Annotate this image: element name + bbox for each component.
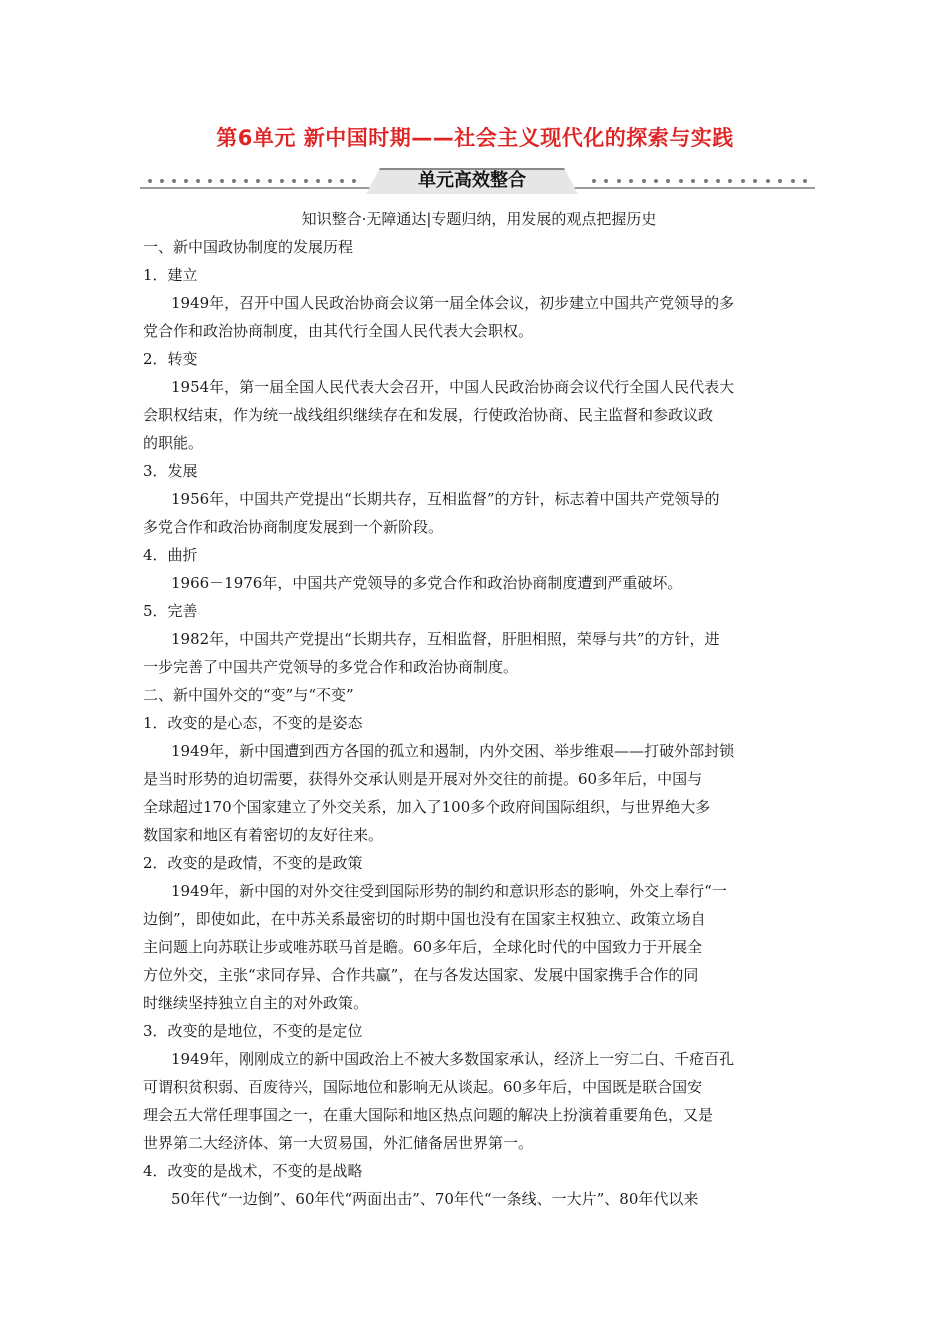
- item-label: 1．改变的是心态，不变的是姿态: [143, 714, 363, 732]
- item-label: 2．转变: [143, 350, 198, 368]
- item-label: 5．完善: [143, 602, 198, 620]
- section-heading: 一、新中国政协制度的发展历程: [143, 238, 354, 256]
- item-label: 4．改变的是战术，不变的是战略: [143, 1162, 363, 1180]
- item-label: 4．曲折: [143, 546, 198, 564]
- banner-dots-left: [148, 177, 356, 185]
- banner-label: 单元高效整合: [418, 170, 526, 191]
- paragraph-line: 的职能。: [143, 434, 204, 452]
- paragraph-line: 1966－1976年，中国共产党领导的多党合作和政治协商制度遭到严重破坏。: [171, 574, 683, 592]
- paragraph-line: 世界第二大经济体、第一大贸易国，外汇储备居世界第一。: [143, 1134, 534, 1152]
- paragraph-line: 全球超过170个国家建立了外交关系，加入了100多个政府间国际组织，与世界绝大多: [143, 798, 711, 816]
- paragraph-line: 主问题上向苏联让步或唯苏联马首是瞻。60多年后，全球化时代的中国致力于开展全: [143, 938, 703, 956]
- section-banner: [140, 168, 815, 196]
- paragraph-line: 50年代“一边倒”、60年代“两面出击”、70年代“一条线、一大片”、80年代以来: [171, 1190, 699, 1208]
- paragraph-line: 数国家和地区有着密切的友好往来。: [143, 826, 384, 844]
- paragraph-line: 理会五大常任理事国之一，在重大国际和地区热点问题的解决上扮演着重要角色，又是: [143, 1106, 714, 1124]
- paragraph-line: 一步完善了中国共产党领导的多党合作和政治协商制度。: [143, 658, 519, 676]
- banner-dots-right: [592, 177, 807, 185]
- subheading: 知识整合·无障通达|专题归纳，用发展的观点把握历史: [301, 210, 657, 228]
- item-label: 3．发展: [143, 462, 198, 480]
- document-body: [143, 205, 815, 1213]
- paragraph-line: 1982年，中国共产党提出“长期共存，互相监督，肝胆相照，荣辱与共”的方针，进: [171, 630, 720, 648]
- paragraph-line: 党合作和政治协商制度，由其代行全国人民代表大会职权。: [143, 322, 534, 340]
- paragraph-line: 边倒”，即使如此，在中苏关系最密切的时期中国也没有在国家主权独立、政策立场自: [143, 910, 706, 928]
- item-label: 2．改变的是政情，不变的是政策: [143, 854, 363, 872]
- paragraph-line: 1949年，新中国的对外交往受到国际形势的制约和意识形态的影响，外交上奉行“一: [171, 882, 727, 900]
- paragraph-line: 是当时形势的迫切需要，获得外交承认则是开展对外交往的前提。60多年后，中国与: [143, 770, 703, 788]
- paragraph-line: 方位外交，主张“求同存异、合作共赢”，在与各发达国家、发展中国家携手合作的同: [143, 966, 699, 984]
- paragraph-line: 时继续坚持独立自主的对外政策。: [143, 994, 369, 1012]
- item-label: 1．建立: [143, 266, 198, 284]
- paragraph-line: 多党合作和政治协商制度发展到一个新阶段。: [143, 518, 444, 536]
- item-label: 3．改变的是地位，不变的是定位: [143, 1022, 363, 1040]
- paragraph-line: 1954年，第一届全国人民代表大会召开，中国人民政治协商会议代行全国人民代表大: [171, 378, 735, 396]
- paragraph-line: 会职权结束，作为统一战线组织继续存在和发展，行使政治协商、民主监督和参政议政: [143, 406, 714, 424]
- document-title: 第6单元 新中国时期——社会主义现代化的探索与实践: [216, 126, 734, 150]
- paragraph-line: 1949年，刚刚成立的新中国政治上不被大多数国家承认，经济上一穷二白、千疮百孔: [171, 1050, 735, 1068]
- paragraph-line: 1949年，新中国遭到西方各国的孤立和遏制，内外交困、举步维艰——打破外部封锁: [171, 742, 735, 760]
- paragraph-line: 1949年，召开中国人民政治协商会议第一届全体会议，初步建立中国共产党领导的多: [171, 294, 735, 312]
- section-heading: 二、新中国外交的“变”与“不变”: [143, 686, 354, 704]
- paragraph-line: 可谓积贫积弱、百废待兴，国际地位和影响无从谈起。60多年后，中国既是联合国安: [143, 1078, 703, 1096]
- paragraph-line: 1956年，中国共产党提出“长期共存，互相监督”的方针，标志着中国共产党领导的: [171, 490, 720, 508]
